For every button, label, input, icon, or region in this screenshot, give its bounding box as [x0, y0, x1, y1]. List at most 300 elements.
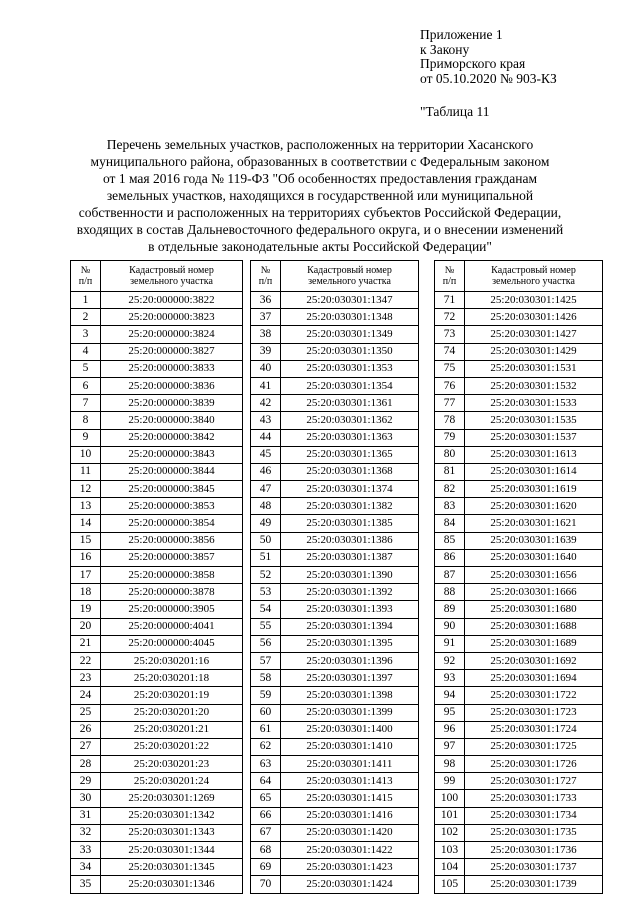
table-row [435, 412, 603, 429]
row-number: 35 [71, 876, 101, 893]
row-number: 16 [71, 549, 101, 566]
cadastral-number: 25:20:030301:1680 [465, 601, 603, 618]
document-title [40, 136, 600, 255]
cadastral-number: 25:20:030301:1382 [281, 498, 419, 515]
row-number: 85 [435, 532, 465, 549]
table-row [71, 377, 243, 394]
title-line: от 1 мая 2016 года № 119-ФЗ "Об особенностях предоставления гражданам [102, 171, 538, 186]
table-header-row [71, 261, 243, 292]
row-number: 47 [251, 481, 281, 498]
cadastral-number: 25:20:030301:1390 [281, 567, 419, 584]
appendix-line: от 05.10.2020 № 903-КЗ [420, 70, 557, 86]
row-number: 30 [71, 790, 101, 807]
cadastral-number: 25:20:030301:1362 [281, 412, 419, 429]
row-number: 20 [71, 618, 101, 635]
row-number: 22 [71, 652, 101, 669]
num-header: № п/п [251, 261, 281, 292]
cadastral-number: 25:20:000000:3833 [101, 360, 243, 377]
table-row [435, 721, 603, 738]
table-row [435, 463, 603, 480]
table-row [71, 292, 243, 309]
appendix-line: Приложение 1 [420, 27, 503, 42]
table-row [435, 601, 603, 618]
table-row [251, 584, 419, 601]
row-number: 99 [435, 773, 465, 790]
cadastral-number: 25:20:030301:1346 [101, 876, 243, 893]
row-number: 90 [435, 618, 465, 635]
cadastral-number: 25:20:030301:1537 [465, 429, 603, 446]
cadastral-number: 25:20:000000:3853 [101, 498, 243, 515]
row-number: 50 [251, 532, 281, 549]
row-number: 81 [435, 463, 465, 480]
row-number: 43 [251, 412, 281, 429]
cadastral-number: 25:20:000000:3858 [101, 567, 243, 584]
table-label: "Таблица 11 [420, 104, 490, 119]
row-number: 91 [435, 635, 465, 652]
cadastral-number: 25:20:030201:20 [101, 704, 243, 721]
cadastral-number: 25:20:030301:1342 [101, 807, 243, 824]
cadastral-number: 25:20:030301:1620 [465, 498, 603, 515]
row-number: 8 [71, 412, 101, 429]
table-row [435, 532, 603, 549]
cadastral-number: 25:20:030301:1614 [465, 463, 603, 480]
table-row [435, 773, 603, 790]
title-line: в отдельные законодательные акты Российской Федерации" [148, 239, 492, 254]
cadastral-number: 25:20:030301:1692 [465, 652, 603, 669]
table-row [435, 377, 603, 394]
cadastral-number: 25:20:030301:1423 [281, 859, 419, 876]
row-number: 60 [251, 704, 281, 721]
cadastral-number: 25:20:030301:1365 [281, 446, 419, 463]
cadastral-number: 25:20:030301:1348 [281, 309, 419, 326]
table-row [435, 549, 603, 566]
table-row [435, 738, 603, 755]
cadastral-number: 25:20:030201:22 [101, 738, 243, 755]
cadastral-number: 25:20:000000:3827 [101, 343, 243, 360]
row-number: 1 [71, 292, 101, 309]
table-row [435, 652, 603, 669]
cadastral-number: 25:20:030301:1399 [281, 704, 419, 721]
table-row [251, 721, 419, 738]
row-number: 34 [71, 859, 101, 876]
cadastral-number: 25:20:030301:1723 [465, 704, 603, 721]
cadastral-number: 25:20:030301:1621 [465, 515, 603, 532]
row-number: 52 [251, 567, 281, 584]
cadastral-header: Кадастровый номер земельного участка [101, 261, 243, 292]
num-header: № п/п [71, 261, 101, 292]
table-row [435, 807, 603, 824]
table-row [251, 773, 419, 790]
cadastral-number: 25:20:030301:1410 [281, 738, 419, 755]
row-number: 21 [71, 635, 101, 652]
cadastral-number: 25:20:030301:1344 [101, 842, 243, 859]
cadastral-number: 25:20:030301:1361 [281, 395, 419, 412]
row-number: 94 [435, 687, 465, 704]
row-number: 83 [435, 498, 465, 515]
cadastral-number: 25:20:030201:21 [101, 721, 243, 738]
row-number: 2 [71, 309, 101, 326]
table-row [71, 618, 243, 635]
appendix-line: к Закону [420, 41, 470, 57]
table-row [251, 412, 419, 429]
table-row [71, 670, 243, 687]
cadastral-number: 25:20:030301:1411 [281, 756, 419, 773]
row-number: 10 [71, 446, 101, 463]
cadastral-number: 25:20:030301:1397 [281, 670, 419, 687]
table-row [435, 481, 603, 498]
table-row [71, 463, 243, 480]
table-row [71, 567, 243, 584]
cadastral-header: Кадастровый номер земельного участка [465, 261, 603, 292]
table-row [435, 687, 603, 704]
table-row [71, 446, 243, 463]
cadastral-number: 25:20:030301:1533 [465, 395, 603, 412]
row-number: 101 [435, 807, 465, 824]
cadastral-number: 25:20:030301:1400 [281, 721, 419, 738]
table-row [71, 395, 243, 412]
row-number: 32 [71, 824, 101, 841]
row-number: 44 [251, 429, 281, 446]
table-row [435, 446, 603, 463]
cadastral-number: 25:20:030201:18 [101, 670, 243, 687]
row-number: 86 [435, 549, 465, 566]
table-row [71, 343, 243, 360]
cadastral-number: 25:20:030301:1427 [465, 326, 603, 343]
row-number: 6 [71, 377, 101, 394]
table-row [71, 635, 243, 652]
row-number: 62 [251, 738, 281, 755]
row-number: 19 [71, 601, 101, 618]
cadastral-number: 25:20:030201:24 [101, 773, 243, 790]
table-row [71, 704, 243, 721]
title-line: земельных участков, находящихся в государственной или муниципальной [106, 188, 534, 203]
row-number: 64 [251, 773, 281, 790]
cadastral-number: 25:20:000000:3845 [101, 481, 243, 498]
cadastral-number: 25:20:000000:4045 [101, 635, 243, 652]
table-row [251, 756, 419, 773]
row-number: 78 [435, 412, 465, 429]
row-number: 89 [435, 601, 465, 618]
cadastral-number: 25:20:030301:1387 [281, 549, 419, 566]
row-number: 93 [435, 670, 465, 687]
row-number: 4 [71, 343, 101, 360]
table-row [71, 601, 243, 618]
table-row [71, 824, 243, 841]
table-row [435, 876, 603, 893]
row-number: 74 [435, 343, 465, 360]
table-row [251, 446, 419, 463]
cadastral-number: 25:20:000000:3843 [101, 446, 243, 463]
table-row [251, 635, 419, 652]
row-number: 92 [435, 652, 465, 669]
cadastral-number: 25:20:030301:1613 [465, 446, 603, 463]
cadastral-number: 25:20:030301:1398 [281, 687, 419, 704]
table-row [435, 309, 603, 326]
table-row [435, 326, 603, 343]
table-row [251, 704, 419, 721]
cadastral-number: 25:20:000000:3854 [101, 515, 243, 532]
title-line: входящих в состав Дальневосточного федерального округа, и о внесении изменений [76, 222, 564, 237]
table-row [71, 652, 243, 669]
row-number: 49 [251, 515, 281, 532]
table-row [251, 309, 419, 326]
row-number: 76 [435, 377, 465, 394]
cadastral-number: 25:20:030301:1666 [465, 584, 603, 601]
cadastral-number: 25:20:030301:1429 [465, 343, 603, 360]
cadastral-number: 25:20:000000:3836 [101, 377, 243, 394]
cadastral-number: 25:20:030301:1736 [465, 842, 603, 859]
cadastral-number: 25:20:030301:1368 [281, 463, 419, 480]
cadastral-number: 25:20:030301:1424 [281, 876, 419, 893]
row-number: 67 [251, 824, 281, 841]
row-number: 95 [435, 704, 465, 721]
table-row [435, 790, 603, 807]
cadastral-number: 25:20:030301:1734 [465, 807, 603, 824]
table-row [71, 773, 243, 790]
cadastral-number: 25:20:030301:1353 [281, 360, 419, 377]
cadastral-number: 25:20:030301:1426 [465, 309, 603, 326]
table-row [251, 429, 419, 446]
row-number: 51 [251, 549, 281, 566]
table-row [435, 515, 603, 532]
row-number: 105 [435, 876, 465, 893]
row-number: 31 [71, 807, 101, 824]
table-row [251, 876, 419, 893]
table-row [71, 515, 243, 532]
table-row [251, 824, 419, 841]
table-row [71, 498, 243, 515]
row-number: 12 [71, 481, 101, 498]
table-row [251, 515, 419, 532]
table-row [435, 824, 603, 841]
table-row [251, 549, 419, 566]
row-number: 68 [251, 842, 281, 859]
row-number: 58 [251, 670, 281, 687]
row-number: 88 [435, 584, 465, 601]
row-number: 104 [435, 859, 465, 876]
cadastral-number: 25:20:030301:1413 [281, 773, 419, 790]
table-row [251, 601, 419, 618]
row-number: 65 [251, 790, 281, 807]
row-number: 39 [251, 343, 281, 360]
row-number: 48 [251, 498, 281, 515]
cadastral-number: 25:20:030201:19 [101, 687, 243, 704]
table-row [435, 842, 603, 859]
table-header-row [435, 261, 603, 292]
table-row [251, 618, 419, 635]
table-row [435, 567, 603, 584]
table-row [251, 326, 419, 343]
row-number: 80 [435, 446, 465, 463]
title-line: муниципального района, образованных в соответствии с Федеральным законом [90, 154, 550, 169]
cadastral-number: 25:20:030301:1420 [281, 824, 419, 841]
row-number: 14 [71, 515, 101, 532]
row-number: 59 [251, 687, 281, 704]
table-row [251, 498, 419, 515]
row-number: 7 [71, 395, 101, 412]
table-row [435, 704, 603, 721]
table-row [71, 790, 243, 807]
row-number: 102 [435, 824, 465, 841]
row-number: 27 [71, 738, 101, 755]
cadastral-number: 25:20:030301:1394 [281, 618, 419, 635]
row-number: 11 [71, 463, 101, 480]
row-number: 84 [435, 515, 465, 532]
cadastral-number: 25:20:000000:3878 [101, 584, 243, 601]
cadastral-number: 25:20:000000:3842 [101, 429, 243, 446]
cadastral-number: 25:20:030301:1345 [101, 859, 243, 876]
cadastral-number: 25:20:030301:1640 [465, 549, 603, 566]
cadastral-number: 25:20:030301:1727 [465, 773, 603, 790]
row-number: 24 [71, 687, 101, 704]
cadastral-number: 25:20:030301:1694 [465, 670, 603, 687]
title-line: собственности и расположенных на территориях субъектов Российской Федерации, [78, 205, 562, 220]
table-row [71, 481, 243, 498]
row-number: 77 [435, 395, 465, 412]
row-number: 5 [71, 360, 101, 377]
row-number: 33 [71, 842, 101, 859]
table-row [435, 292, 603, 309]
row-number: 53 [251, 584, 281, 601]
cadastral-number: 25:20:030301:1724 [465, 721, 603, 738]
cadastral-number: 25:20:030301:1735 [465, 824, 603, 841]
row-number: 63 [251, 756, 281, 773]
table-row [435, 584, 603, 601]
row-number: 71 [435, 292, 465, 309]
plots-table-1 [70, 260, 243, 894]
row-number: 66 [251, 807, 281, 824]
cadastral-number: 25:20:030301:1396 [281, 652, 419, 669]
table-row [251, 738, 419, 755]
row-number: 97 [435, 738, 465, 755]
row-number: 82 [435, 481, 465, 498]
table-row [435, 635, 603, 652]
table-row [251, 652, 419, 669]
table-row [71, 584, 243, 601]
table-row [435, 360, 603, 377]
plots-table-3 [434, 260, 603, 894]
cadastral-number: 25:20:030301:1689 [465, 635, 603, 652]
cadastral-number: 25:20:030301:1639 [465, 532, 603, 549]
row-number: 23 [71, 670, 101, 687]
table-row [435, 343, 603, 360]
row-number: 98 [435, 756, 465, 773]
row-number: 29 [71, 773, 101, 790]
table-row [251, 292, 419, 309]
table-row [251, 343, 419, 360]
table-row [251, 377, 419, 394]
cadastral-number: 25:20:000000:3823 [101, 309, 243, 326]
cadastral-number: 25:20:030301:1347 [281, 292, 419, 309]
cadastral-number: 25:20:030301:1343 [101, 824, 243, 841]
row-number: 9 [71, 429, 101, 446]
table-row [251, 859, 419, 876]
cadastral-number: 25:20:030301:1269 [101, 790, 243, 807]
cadastral-number: 25:20:000000:3844 [101, 463, 243, 480]
row-number: 96 [435, 721, 465, 738]
table-row [251, 360, 419, 377]
table-row [435, 395, 603, 412]
cadastral-number: 25:20:030301:1739 [465, 876, 603, 893]
row-number: 37 [251, 309, 281, 326]
table-row [71, 721, 243, 738]
row-number: 46 [251, 463, 281, 480]
table-row [71, 309, 243, 326]
table-row [71, 412, 243, 429]
row-number: 61 [251, 721, 281, 738]
row-number: 69 [251, 859, 281, 876]
cadastral-number: 25:20:030301:1619 [465, 481, 603, 498]
row-number: 73 [435, 326, 465, 343]
table-row [251, 842, 419, 859]
table-row [251, 532, 419, 549]
row-number: 79 [435, 429, 465, 446]
cadastral-number: 25:20:030301:1415 [281, 790, 419, 807]
plots-table-2 [250, 260, 419, 894]
row-number: 38 [251, 326, 281, 343]
cadastral-header: Кадастровый номер земельного участка [281, 261, 419, 292]
row-number: 17 [71, 567, 101, 584]
cadastral-number: 25:20:030301:1350 [281, 343, 419, 360]
table-row [71, 326, 243, 343]
table-row [251, 807, 419, 824]
row-number: 70 [251, 876, 281, 893]
row-number: 57 [251, 652, 281, 669]
row-number: 28 [71, 756, 101, 773]
cadastral-number: 25:20:030301:1726 [465, 756, 603, 773]
table-row [251, 687, 419, 704]
row-number: 55 [251, 618, 281, 635]
table-row [251, 395, 419, 412]
cadastral-number: 25:20:030301:1395 [281, 635, 419, 652]
cadastral-number: 25:20:030301:1354 [281, 377, 419, 394]
cadastral-number: 25:20:030301:1425 [465, 292, 603, 309]
cadastral-number: 25:20:000000:3824 [101, 326, 243, 343]
cadastral-number: 25:20:030301:1393 [281, 601, 419, 618]
table-row [71, 876, 243, 893]
cadastral-number: 25:20:000000:3822 [101, 292, 243, 309]
table-row [251, 463, 419, 480]
row-number: 18 [71, 584, 101, 601]
cadastral-number: 25:20:030201:23 [101, 756, 243, 773]
row-number: 25 [71, 704, 101, 721]
cadastral-number: 25:20:030301:1349 [281, 326, 419, 343]
cadastral-number: 25:20:000000:3840 [101, 412, 243, 429]
cadastral-number: 25:20:030301:1722 [465, 687, 603, 704]
table-row [71, 842, 243, 859]
cadastral-number: 25:20:030201:16 [101, 652, 243, 669]
table-row [251, 790, 419, 807]
cadastral-number: 25:20:000000:3905 [101, 601, 243, 618]
table-row [71, 859, 243, 876]
table-header-row [251, 261, 419, 292]
cadastral-number: 25:20:030301:1531 [465, 360, 603, 377]
row-number: 75 [435, 360, 465, 377]
table-row [71, 738, 243, 755]
table-row [71, 687, 243, 704]
cadastral-number: 25:20:030301:1416 [281, 807, 419, 824]
row-number: 103 [435, 842, 465, 859]
row-number: 72 [435, 309, 465, 326]
cadastral-number: 25:20:030301:1535 [465, 412, 603, 429]
row-number: 3 [71, 326, 101, 343]
row-number: 36 [251, 292, 281, 309]
row-number: 56 [251, 635, 281, 652]
num-header: № п/п [435, 261, 465, 292]
cadastral-number: 25:20:000000:3857 [101, 549, 243, 566]
cadastral-number: 25:20:030301:1733 [465, 790, 603, 807]
cadastral-number: 25:20:030301:1725 [465, 738, 603, 755]
